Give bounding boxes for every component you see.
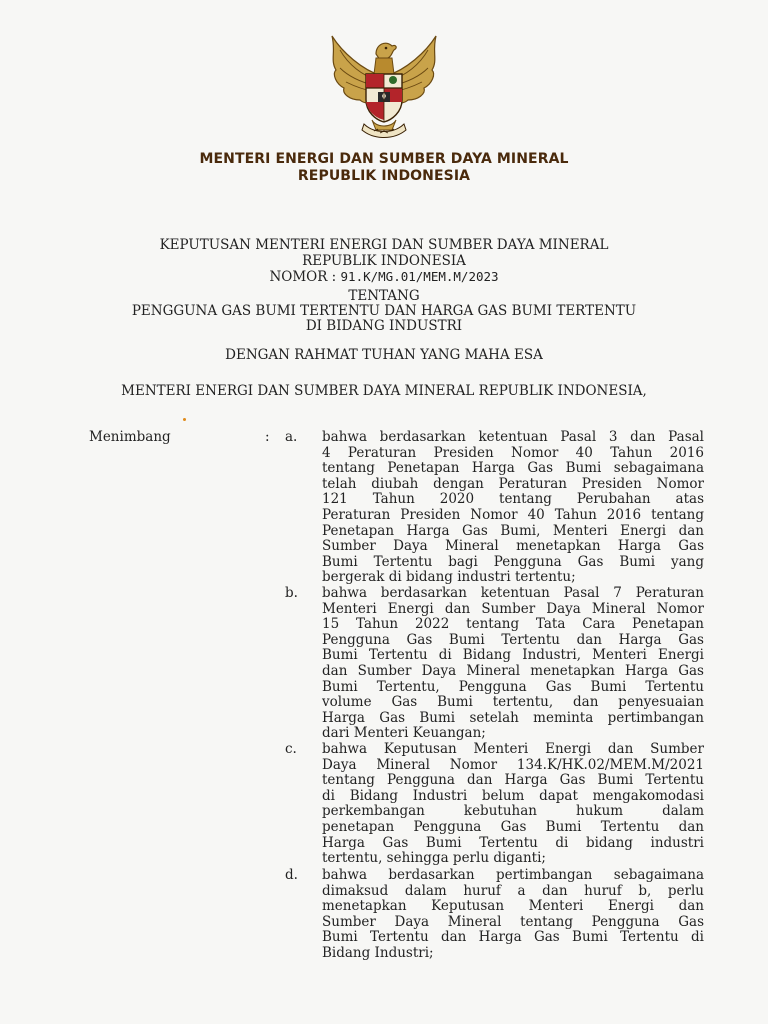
item-text bbox=[322, 586, 704, 742]
item-line: bahwa berdasarkan ketentuan Pasal 3 dan Pasal bbox=[322, 429, 704, 445]
item-line: bahwa berdasarkan pertimbangan sebagaimana bbox=[322, 867, 704, 883]
garuda-emblem-icon bbox=[322, 30, 446, 142]
item-line: telah diubah dengan Peraturan Presiden Nomor bbox=[322, 475, 704, 492]
item-line: Pengguna Gas Bumi Tertentu dan Harga Gas bbox=[322, 631, 704, 648]
item-line: Peraturan Presiden Nomor 40 Tahun 2016 tentang bbox=[322, 506, 704, 523]
item-line: Menteri Energi dan Sumber Daya Mineral Nomor bbox=[322, 600, 704, 617]
decree-about: TENTANG bbox=[348, 288, 420, 304]
item-letter: d. bbox=[285, 867, 298, 883]
item-line: Bumi Tertentu dan Harga Gas Bumi Tertentu di bbox=[322, 929, 704, 946]
decree-subject-line1: PENGGUNA GAS BUMI TERTENTU DAN HARGA GAS BUMI TERTENTU bbox=[131, 303, 637, 319]
item-line: di Bidang Industri belum dapat mengakomodasi bbox=[322, 787, 704, 804]
item-line: Daya Mineral Nomor 134.K/HK.02/MEM.M/2021 bbox=[322, 756, 704, 773]
decree-number-value: 91.K/MG.01/MEM.M/2023 bbox=[340, 269, 499, 284]
considering-colon: : bbox=[265, 429, 270, 445]
decree-title-line2: REPUBLIK INDONESIA bbox=[302, 253, 466, 269]
item-line: dari Menteri Keuangan; bbox=[322, 725, 486, 742]
ministry-header-line2: REPUBLIK INDONESIA bbox=[297, 168, 471, 184]
item-text bbox=[322, 868, 704, 962]
item-line: tertentu, sehingga perlu diganti; bbox=[322, 850, 546, 867]
item-line: Harga Gas Bumi setelah meminta pertimbangan bbox=[322, 709, 704, 726]
item-line: tentang Pengguna dan Harga Gas Bumi Tertentu bbox=[322, 772, 704, 789]
item-line: dan Sumber Daya Mineral menetapkan Harga Gas bbox=[322, 662, 704, 679]
item-text bbox=[322, 742, 704, 867]
item-line: 4 Peraturan Presiden Nomor 40 Tahun 2016 bbox=[322, 444, 704, 461]
ministry-header-line1: MENTERI ENERGI DAN SUMBER DAYA MINERAL bbox=[199, 151, 569, 167]
item-line: bahwa Keputusan Menteri Energi dan Sumber bbox=[322, 741, 704, 757]
item-line: bahwa berdasarkan ketentuan Pasal 7 Peraturan bbox=[322, 585, 704, 601]
item-line: volume Gas Bumi tertentu, dan penyesuaian bbox=[322, 694, 704, 711]
item-line: 15 Tahun 2022 tentang Tata Cara Penetapan bbox=[322, 616, 704, 633]
item-line: 121 Tahun 2020 tentang Perubahan atas bbox=[322, 491, 704, 508]
item-line: Harga Gas Bumi Tertentu di bidang industri bbox=[322, 834, 704, 851]
item-line: Bumi Tertentu bagi Pengguna Gas Bumi yang bbox=[322, 553, 704, 570]
item-line: Penetapan Harga Gas Bumi, Menteri Energi dan bbox=[322, 522, 704, 539]
considering-label: Menimbang bbox=[89, 429, 171, 445]
item-line: Sumber Daya Mineral tentang Pengguna Gas bbox=[322, 913, 704, 930]
item-line: menetapkan Keputusan Menteri Energi dan bbox=[322, 898, 704, 915]
item-text bbox=[322, 430, 704, 586]
item-line: penetapan Pengguna Gas Bumi Tertentu dan bbox=[322, 818, 704, 835]
decree-issuer: MENTERI ENERGI DAN SUMBER DAYA MINERAL REPUBLIK INDONESIA, bbox=[121, 383, 647, 399]
decree-number-label: NOMOR : bbox=[269, 269, 341, 285]
decree-grace: DENGAN RAHMAT TUHAN YANG MAHA ESA bbox=[225, 347, 543, 363]
decree-subject-line2: DI BIDANG INDUSTRI bbox=[305, 318, 463, 334]
decree-number bbox=[0, 269, 768, 285]
item-line: Bumi Tertentu di Bidang Industri, Menteri Energi bbox=[322, 647, 704, 664]
item-letter: b. bbox=[285, 585, 298, 601]
item-line: Sumber Daya Mineral menetapkan Harga Gas bbox=[322, 538, 704, 555]
item-line: tentang Penetapan Harga Gas Bumi sebagaimana bbox=[322, 460, 704, 477]
item-line: bergerak di bidang industri tertentu; bbox=[322, 569, 576, 586]
item-line: dimaksud dalam huruf a dan huruf b, perlu bbox=[322, 882, 704, 899]
decree-title-line1: KEPUTUSAN MENTERI ENERGI DAN SUMBER DAYA MINERAL bbox=[159, 237, 609, 253]
item-letter: c. bbox=[285, 741, 297, 757]
ink-speck bbox=[183, 418, 186, 421]
item-line: Bumi Tertentu, Pengguna Gas Bumi Tertentu bbox=[322, 678, 704, 695]
item-line: perkembangan kebutuhan hukum dalam bbox=[322, 803, 704, 820]
item-line: Bidang Industri; bbox=[322, 944, 434, 961]
item-letter: a. bbox=[285, 429, 298, 445]
